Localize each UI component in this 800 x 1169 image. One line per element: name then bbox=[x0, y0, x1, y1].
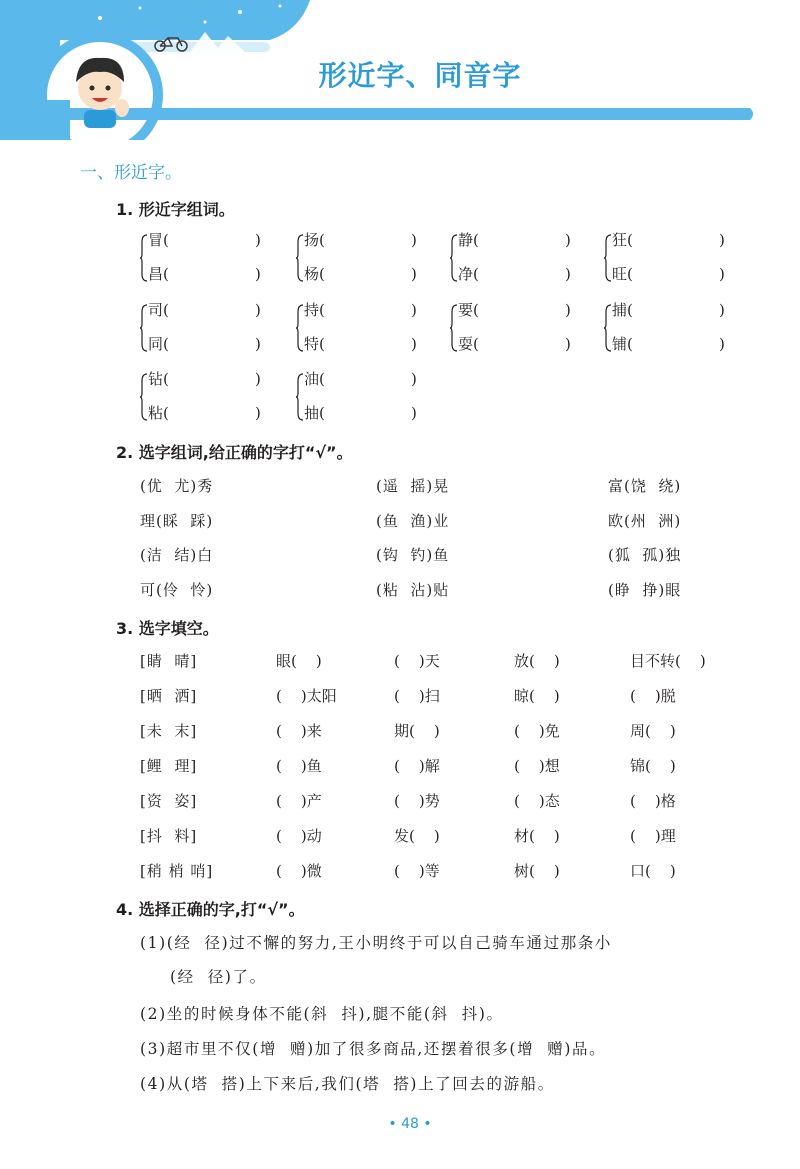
brace-icon bbox=[450, 234, 458, 282]
fill-blank-item: ( )动 bbox=[276, 827, 322, 845]
task2-heading: 2. 选字组词,给正确的字打“√”。 bbox=[116, 443, 353, 462]
fill-blank-item: 眼( ) bbox=[276, 652, 322, 670]
fill-blank-item: ( )产 bbox=[276, 792, 322, 810]
question-line: (1)(经 径)过不懈的努力,王小明终于可以自己骑车通过那条小 bbox=[140, 934, 613, 952]
brace-icon bbox=[604, 234, 612, 282]
word-pair bbox=[140, 369, 270, 425]
answer-blank-close: ) bbox=[565, 335, 571, 353]
fill-blank-item: ( )等 bbox=[394, 862, 440, 880]
word-pair bbox=[140, 300, 270, 356]
word-choice: 可(伶 怜) bbox=[140, 581, 214, 599]
pair-word-bottom: 耍( bbox=[458, 335, 479, 353]
answer-blank-close: ) bbox=[255, 404, 261, 422]
fill-blank-item: ( )来 bbox=[276, 722, 322, 740]
fill-blank-item: ( )微 bbox=[276, 862, 322, 880]
answer-blank-close: ) bbox=[411, 404, 417, 422]
char-options: [稍 梢 哨] bbox=[140, 862, 214, 880]
fill-blank-item: ( )脱 bbox=[630, 687, 676, 705]
fill-blank-item: ( )扫 bbox=[394, 687, 440, 705]
word-choice: (洁 结)白 bbox=[140, 546, 214, 564]
page-header bbox=[0, 0, 800, 140]
fill-blank-item: 树( ) bbox=[514, 862, 560, 880]
word-pair bbox=[296, 300, 426, 356]
word-choice: (睁 挣)眼 bbox=[608, 581, 682, 599]
fill-blank-item: 期( ) bbox=[394, 722, 440, 740]
answer-blank-close: ) bbox=[565, 265, 571, 283]
fill-blank-item: ( )免 bbox=[514, 722, 560, 740]
pair-word-top: 要( bbox=[458, 301, 479, 319]
fill-row bbox=[140, 720, 760, 742]
answer-blank-close: ) bbox=[411, 265, 417, 283]
brace-icon bbox=[296, 373, 304, 421]
answer-blank-close: ) bbox=[719, 231, 725, 249]
page-title: 形近字、同音字 bbox=[318, 59, 522, 92]
fill-blank-item: ( )解 bbox=[394, 757, 440, 775]
brace-icon bbox=[140, 304, 148, 352]
brace-icon bbox=[296, 304, 304, 352]
word-choice: 富(饶 绕) bbox=[608, 477, 682, 495]
fill-blank-item: 周( ) bbox=[630, 722, 676, 740]
word-choice: (粘 沾)贴 bbox=[376, 581, 450, 599]
pair-word-top: 扬( bbox=[304, 231, 325, 249]
pair-word-bottom: 同( bbox=[148, 335, 169, 353]
page-number: • 48 • bbox=[388, 1116, 432, 1132]
fill-blank-item: ( )天 bbox=[394, 652, 440, 670]
fill-blank-item: 晾( ) bbox=[514, 687, 560, 705]
fill-row bbox=[140, 685, 760, 707]
fill-blank-item: ( )态 bbox=[514, 792, 560, 810]
fill-blank-item: ( )势 bbox=[394, 792, 440, 810]
pair-word-top: 捕( bbox=[612, 301, 633, 319]
pair-word-bottom: 铺( bbox=[612, 335, 633, 353]
brace-icon bbox=[450, 304, 458, 352]
fill-blank-item: ( )鱼 bbox=[276, 757, 322, 775]
answer-blank-close: ) bbox=[255, 335, 261, 353]
fill-row bbox=[140, 860, 760, 882]
brace-icon bbox=[296, 234, 304, 282]
brace-icon bbox=[604, 304, 612, 352]
word-pair bbox=[140, 230, 270, 286]
brace-icon bbox=[140, 373, 148, 421]
word-choice: (优 尤)秀 bbox=[140, 477, 214, 495]
answer-blank-close: ) bbox=[411, 231, 417, 249]
answer-blank-close: ) bbox=[719, 265, 725, 283]
char-options: [晒 洒] bbox=[140, 687, 198, 705]
fill-blank-item: 发( ) bbox=[394, 827, 440, 845]
answer-blank-close: ) bbox=[255, 231, 261, 249]
word-pair bbox=[296, 230, 426, 286]
answer-blank-close: ) bbox=[411, 370, 417, 388]
section-heading: 一、形近字。 bbox=[80, 163, 182, 183]
task3-heading: 3. 选字填空。 bbox=[116, 619, 219, 638]
fill-blank-item: ( )太阳 bbox=[276, 687, 337, 705]
fill-blank-item: ( )理 bbox=[630, 827, 676, 845]
char-options: [睛 晴] bbox=[140, 652, 198, 670]
pair-word-bottom: 旺( bbox=[612, 265, 633, 283]
question-line: (经 径)了。 bbox=[170, 968, 267, 986]
word-pair bbox=[450, 300, 580, 356]
word-pair bbox=[296, 369, 426, 425]
pair-word-top: 持( bbox=[304, 301, 325, 319]
pair-word-bottom: 杨( bbox=[304, 265, 325, 283]
fill-blank-item: 锦( ) bbox=[630, 757, 676, 775]
word-choice: (遥 摇)晃 bbox=[376, 477, 450, 495]
char-options: [鲤 理] bbox=[140, 757, 198, 775]
char-options: [资 姿] bbox=[140, 792, 198, 810]
fill-row bbox=[140, 650, 760, 672]
task4-heading: 4. 选择正确的字,打“√”。 bbox=[116, 900, 305, 919]
fill-row bbox=[140, 755, 760, 777]
word-choice: 理(睬 踩) bbox=[140, 512, 214, 530]
fill-blank-item: 材( ) bbox=[514, 827, 560, 845]
fill-blank-item: 口( ) bbox=[630, 862, 676, 880]
pair-word-top: 司( bbox=[148, 301, 169, 319]
fill-blank-item: ( )格 bbox=[630, 792, 676, 810]
pair-word-top: 油( bbox=[304, 370, 325, 388]
answer-blank-close: ) bbox=[411, 335, 417, 353]
fill-row bbox=[140, 825, 760, 847]
answer-blank-close: ) bbox=[255, 301, 261, 319]
answer-blank-close: ) bbox=[565, 231, 571, 249]
word-choice: (狐 孤)独 bbox=[608, 546, 682, 564]
task1-heading: 1. 形近字组词。 bbox=[116, 200, 235, 219]
answer-blank-close: ) bbox=[255, 370, 261, 388]
question-line: (4)从(塔 搭)上下来后,我们(塔 搭)上了回去的游船。 bbox=[140, 1075, 555, 1093]
char-options: [未 末] bbox=[140, 722, 198, 740]
pair-word-top: 钻( bbox=[148, 370, 169, 388]
word-pair bbox=[604, 300, 734, 356]
pair-word-top: 冒( bbox=[148, 231, 169, 249]
word-choice: (钩 钓)鱼 bbox=[376, 546, 450, 564]
word-pair bbox=[450, 230, 580, 286]
pair-word-bottom: 粘( bbox=[148, 404, 169, 422]
pair-word-top: 静( bbox=[458, 231, 479, 249]
answer-blank-close: ) bbox=[719, 301, 725, 319]
fill-row bbox=[140, 790, 760, 812]
pair-word-bottom: 净( bbox=[458, 265, 479, 283]
brace-icon bbox=[140, 234, 148, 282]
word-choice: 欧(州 洲) bbox=[608, 512, 682, 530]
question-line: (2)坐的时候身体不能(斜 抖),腿不能(斜 抖)。 bbox=[140, 1005, 504, 1023]
char-options: [抖 料] bbox=[140, 827, 198, 845]
pair-word-bottom: 特( bbox=[304, 335, 325, 353]
pair-word-bottom: 昌( bbox=[148, 265, 169, 283]
fill-blank-item: ( )想 bbox=[514, 757, 560, 775]
pair-word-top: 狂( bbox=[612, 231, 633, 249]
answer-blank-close: ) bbox=[255, 265, 261, 283]
answer-blank-close: ) bbox=[719, 335, 725, 353]
answer-blank-close: ) bbox=[411, 301, 417, 319]
fill-blank-item: 放( ) bbox=[514, 652, 560, 670]
pair-word-bottom: 抽( bbox=[304, 404, 325, 422]
word-pair bbox=[604, 230, 734, 286]
word-choice: (鱼 渔)业 bbox=[376, 512, 450, 530]
fill-blank-item: 目不转( ) bbox=[630, 652, 706, 670]
answer-blank-close: ) bbox=[565, 301, 571, 319]
question-line: (3)超市里不仅(增 赠)加了很多商品,还摆着很多(增 赠)品。 bbox=[140, 1040, 607, 1058]
